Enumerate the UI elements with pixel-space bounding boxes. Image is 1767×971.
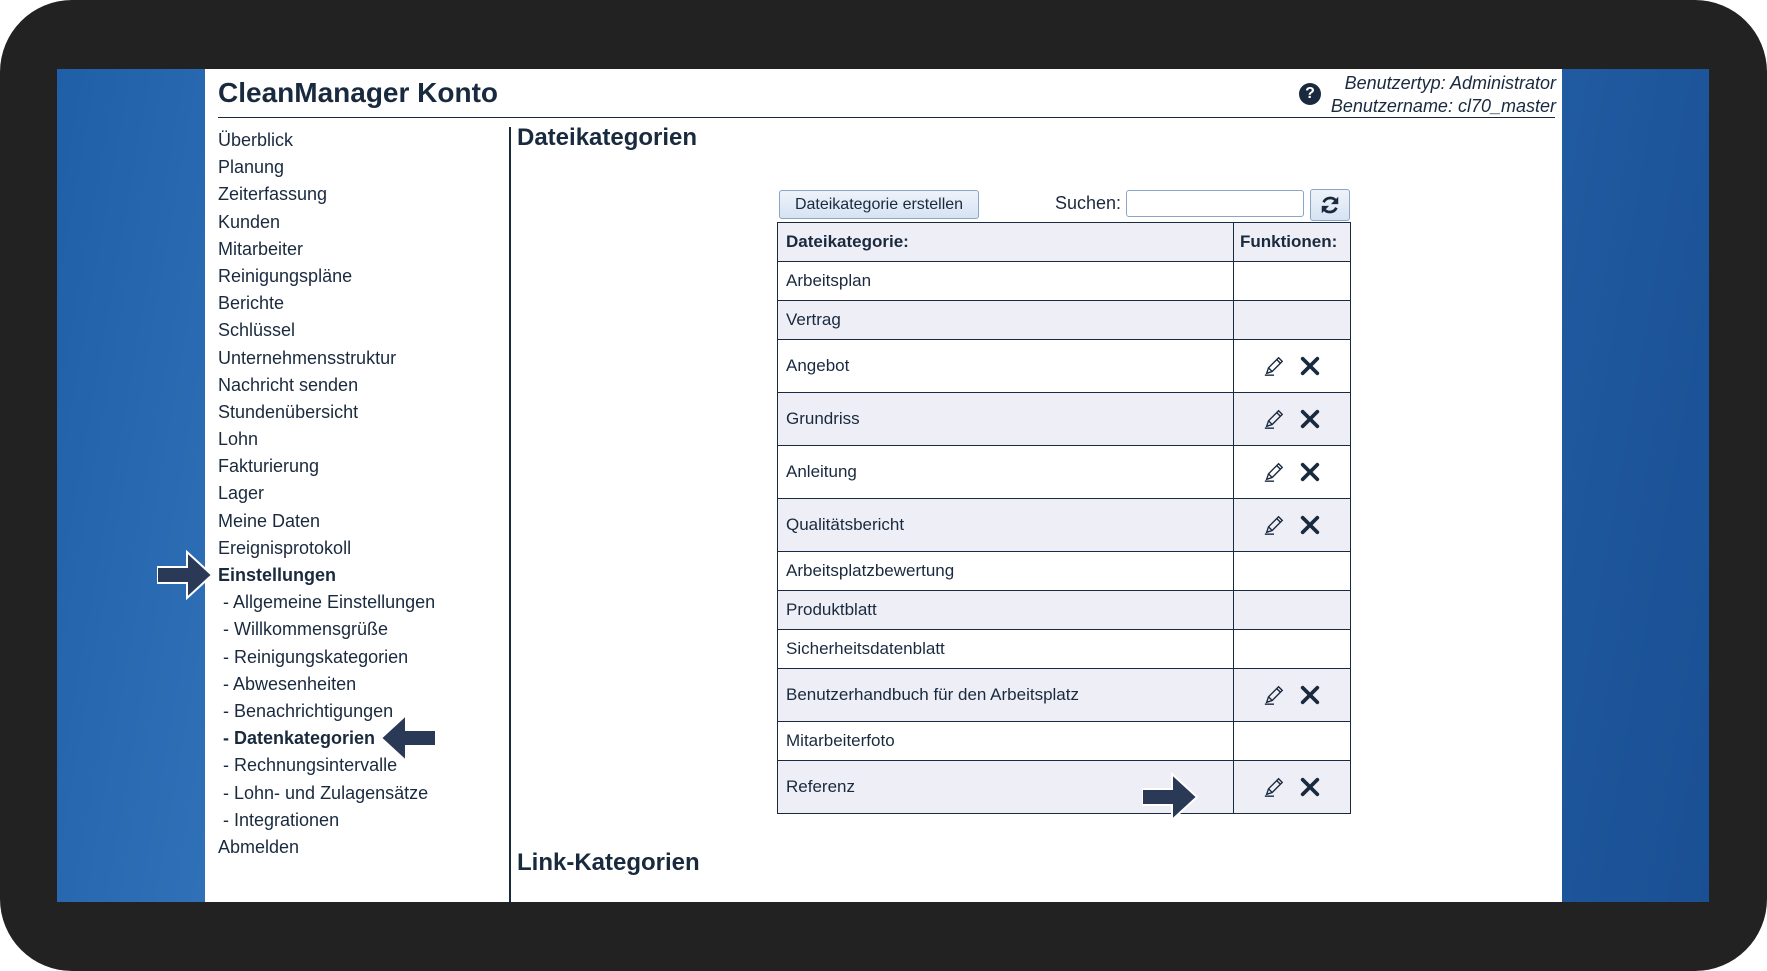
- sidebar-item-26[interactable]: Abmelden: [218, 836, 300, 857]
- sidebar-item-12[interactable]: Fakturierung: [218, 456, 320, 477]
- row-actions: [1240, 775, 1344, 799]
- functions-cell: [1234, 446, 1351, 499]
- sidebar-item-15[interactable]: Ereignisprotokoll: [218, 537, 352, 558]
- sidebar-item-22[interactable]: - Datenkategorien: [223, 728, 376, 749]
- question-circle-icon[interactable]: ?: [1299, 83, 1321, 105]
- functions-cell: [1234, 630, 1351, 669]
- desktop-background: [57, 69, 1709, 902]
- row-actions: [1240, 460, 1344, 484]
- table-row: [778, 340, 1351, 393]
- sidebar-item-1[interactable]: Planung: [218, 157, 285, 178]
- functions-cell: [1234, 669, 1351, 722]
- category-name-cell: Arbeitsplan: [778, 262, 1234, 301]
- category-name-cell: Qualitätsbericht: [778, 499, 1234, 552]
- arrow-datenkategorien-icon: [381, 713, 437, 763]
- category-name-cell: Anleitung: [778, 446, 1234, 499]
- table-row: [778, 499, 1351, 552]
- sidebar-item-7[interactable]: Schlüssel: [218, 320, 296, 341]
- functions-cell: [1234, 499, 1351, 552]
- row-actions: [1240, 407, 1344, 431]
- arrow-referenz-edit-icon: [1142, 772, 1198, 822]
- table-row: [778, 446, 1351, 499]
- functions-cell: [1234, 722, 1351, 761]
- table-row: [778, 591, 1351, 630]
- functions-cell: [1234, 761, 1351, 814]
- link-categories-title: Link-Kategorien: [517, 849, 700, 876]
- sidebar-item-8[interactable]: Unternehmensstruktur: [218, 347, 397, 368]
- close-x-icon[interactable]: [1298, 460, 1322, 484]
- table-row: [778, 301, 1351, 340]
- sidebar-item-24[interactable]: - Lohn- und Zulagensätze: [223, 782, 429, 803]
- pencil-icon[interactable]: [1262, 460, 1286, 484]
- pencil-icon[interactable]: [1262, 775, 1286, 799]
- sidebar-item-10[interactable]: Stundenübersicht: [218, 401, 359, 422]
- sidebar-item-14[interactable]: Meine Daten: [218, 510, 321, 531]
- row-actions: [1240, 513, 1344, 537]
- header-divider: [218, 117, 1555, 118]
- table-row: [778, 393, 1351, 446]
- category-name-cell: Benutzerhandbuch für den Arbeitsplatz: [778, 669, 1234, 722]
- category-name-cell: Angebot: [778, 340, 1234, 393]
- sidebar-item-19[interactable]: - Reinigungskategorien: [223, 646, 409, 667]
- functions-cell: [1234, 552, 1351, 591]
- column-header-functions: Funktionen:: [1234, 223, 1351, 262]
- close-x-icon[interactable]: [1298, 513, 1322, 537]
- sidebar-item-0[interactable]: Überblick: [218, 130, 294, 150]
- table-row: [778, 761, 1351, 814]
- sidebar-item-5[interactable]: Reinigungspläne: [218, 265, 353, 286]
- sidebar-item-20[interactable]: - Abwesenheiten: [223, 673, 357, 694]
- sidebar-item-16[interactable]: Einstellungen: [218, 565, 337, 585]
- functions-cell: [1234, 591, 1351, 630]
- pencil-icon[interactable]: [1262, 354, 1286, 378]
- category-name-cell: Vertrag: [778, 301, 1234, 340]
- close-x-icon[interactable]: [1298, 354, 1322, 378]
- category-name-cell: Arbeitsplatzbewertung: [778, 552, 1234, 591]
- arrow-einstellungen-icon: [157, 550, 213, 600]
- table-header-row: [778, 223, 1351, 262]
- functions-cell: [1234, 393, 1351, 446]
- app-title: CleanManager Konto: [218, 77, 499, 108]
- page-title: Dateikategorien: [517, 124, 698, 151]
- category-name-cell: Referenz: [778, 761, 1234, 814]
- close-x-icon[interactable]: [1298, 407, 1322, 431]
- refresh-button[interactable]: [1310, 189, 1350, 221]
- pencil-icon[interactable]: [1262, 407, 1286, 431]
- sidebar-item-23[interactable]: - Rechnungsintervalle: [223, 755, 398, 776]
- search-label: Suchen:: [1055, 193, 1122, 213]
- functions-cell: [1234, 340, 1351, 393]
- pencil-icon[interactable]: [1262, 513, 1286, 537]
- search-input[interactable]: [1126, 190, 1304, 217]
- table-row: [778, 552, 1351, 591]
- sidebar-item-13[interactable]: Lager: [218, 483, 265, 504]
- table-row: [778, 669, 1351, 722]
- file-categories-table: [777, 222, 1351, 814]
- sidebar-item-3[interactable]: Kunden: [218, 211, 281, 232]
- pencil-icon[interactable]: [1262, 683, 1286, 707]
- create-category-button[interactable]: Dateikategorie erstellen: [779, 190, 979, 219]
- table-row: [778, 262, 1351, 301]
- row-actions: [1240, 683, 1344, 707]
- sidebar-item-11[interactable]: Lohn: [218, 429, 259, 450]
- sidebar-item-9[interactable]: Nachricht senden: [218, 374, 359, 395]
- sidebar-item-21[interactable]: - Benachrichtigungen: [223, 700, 394, 721]
- functions-cell: [1234, 262, 1351, 301]
- category-name-cell: Grundriss: [778, 393, 1234, 446]
- sidebar-item-4[interactable]: Mitarbeiter: [218, 238, 304, 259]
- sidebar-item-17[interactable]: - Allgemeine Einstellungen: [223, 592, 436, 613]
- functions-cell: [1234, 301, 1351, 340]
- close-x-icon[interactable]: [1298, 683, 1322, 707]
- sidebar-item-18[interactable]: - Willkommensgrüße: [223, 619, 389, 640]
- table-row: [778, 722, 1351, 761]
- user-type-label: Benutzertyp: Administrator: [1344, 73, 1556, 93]
- table-row: [778, 630, 1351, 669]
- row-actions: [1240, 354, 1344, 378]
- category-name-cell: Produktblatt: [778, 591, 1234, 630]
- user-name-label: Benutzername: cl70_master: [1330, 96, 1556, 116]
- category-name-cell: Mitarbeiterfoto: [778, 722, 1234, 761]
- sidebar-item-6[interactable]: Berichte: [218, 293, 285, 314]
- sidebar-item-25[interactable]: - Integrationen: [223, 809, 340, 830]
- sidebar-item-2[interactable]: Zeiterfassung: [218, 184, 328, 205]
- close-x-icon[interactable]: [1298, 775, 1322, 799]
- column-header-category: Dateikategorie:: [778, 223, 1234, 262]
- app-page: [205, 69, 1562, 902]
- refresh-icon: [1319, 194, 1341, 216]
- sidebar-divider: [509, 127, 511, 902]
- category-name-cell: Sicherheitsdatenblatt: [778, 630, 1234, 669]
